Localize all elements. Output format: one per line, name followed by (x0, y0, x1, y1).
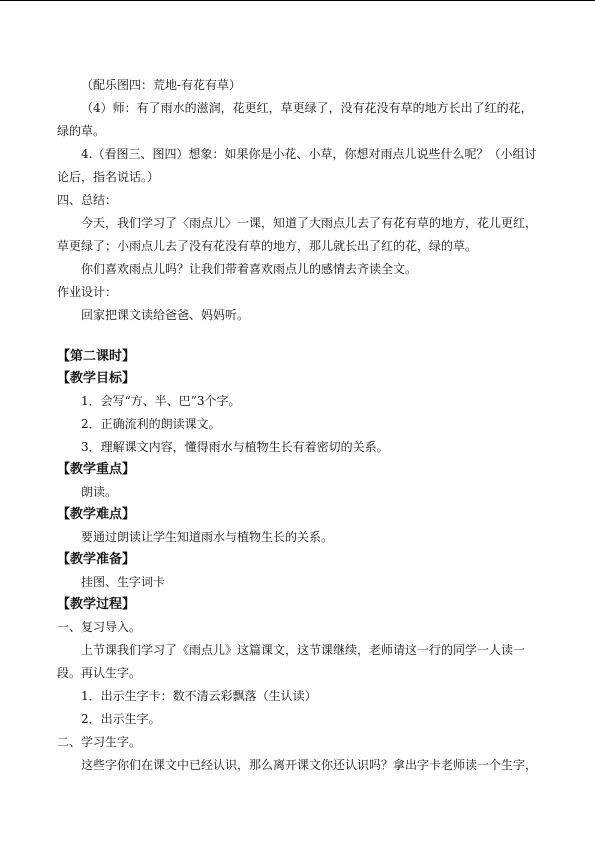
lesson-title: 【第二课时】 (57, 349, 136, 364)
process-sub-item: 2．出示生字。 (81, 712, 161, 726)
process-heading: 【教学过程】 (57, 597, 136, 612)
section-gap (0, 327, 595, 346)
section-heading-summary: 四、总结： (57, 193, 118, 207)
paragraph-line: 4.（看图三、图四）想象：如果你是小花、小草，你想对雨点儿说些什么呢？（小组讨 (81, 147, 537, 161)
paragraph-line: （配乐图四：荒地-有花有草） (81, 78, 242, 92)
goals-heading: 【教学目标】 (57, 371, 136, 386)
paragraph-line: 上节课我们学习了《雨点儿》这篇课文，这节课继续，老师请这一行的同学一人读一 (81, 643, 526, 657)
process-step-heading: 二、学习生字。 (57, 735, 142, 749)
paragraph-line: 段。再认生字。 (57, 666, 142, 680)
paragraph-line: 今天，我们学习了〈雨点儿〉一课，知道了大雨点儿去了有花有草的地方，花儿更红， (81, 216, 538, 230)
section-first-lesson-end (0, 74, 595, 327)
process-step-heading: 一、复习导入。 (57, 620, 142, 634)
paragraph-line: 草更绿了；小雨点儿去了没有花没有草的地方，那儿就长出了红的花，绿的草。 (57, 239, 478, 253)
document-body (0, 74, 595, 777)
paragraph-line: 你们喜欢雨点儿吗？让我们带着喜欢雨点儿的感情去齐读全文。 (81, 262, 418, 276)
difficulty-heading: 【教学难点】 (57, 507, 136, 522)
key-point-text: 朗读。 (81, 485, 118, 499)
preparation-text: 挂图、生字词卡 (81, 575, 166, 589)
section-second-lesson (0, 346, 595, 777)
goal-item: 1．会写“方、半、巴”3个字。 (81, 394, 241, 408)
process-sub-item: 1．出示生字卡：数不清云彩飘落（生认读） (81, 689, 317, 703)
section-heading-homework: 作业设计： (57, 285, 118, 299)
paragraph-line: 回家把课文读给爸爸、妈妈听。 (81, 308, 250, 322)
page-top-border (0, 0, 595, 1)
paragraph-line: （4）师：有了雨水的滋润，花更红，草更绿了，没有花没有草的地方长出了红的花， (81, 101, 533, 115)
paragraph-line: 这些字你们在课文中已经认识，那么离开课文你还认识吗？拿出字卡老师读一个生字， (81, 758, 538, 772)
difficulty-text: 要通过朗读让学生知道雨水与植物生长的关系。 (81, 530, 334, 544)
key-point-heading: 【教学重点】 (57, 462, 136, 477)
paragraph-line: 论后，指名说话。） (57, 170, 160, 184)
preparation-heading: 【教学准备】 (57, 552, 136, 567)
goal-item: 2．正确流利的朗读课文。 (81, 417, 221, 431)
goal-item: 3．理解课文内容，懂得雨水与植物生长有着密切的关系。 (81, 440, 389, 454)
paragraph-line: 绿的草。 (57, 124, 106, 138)
